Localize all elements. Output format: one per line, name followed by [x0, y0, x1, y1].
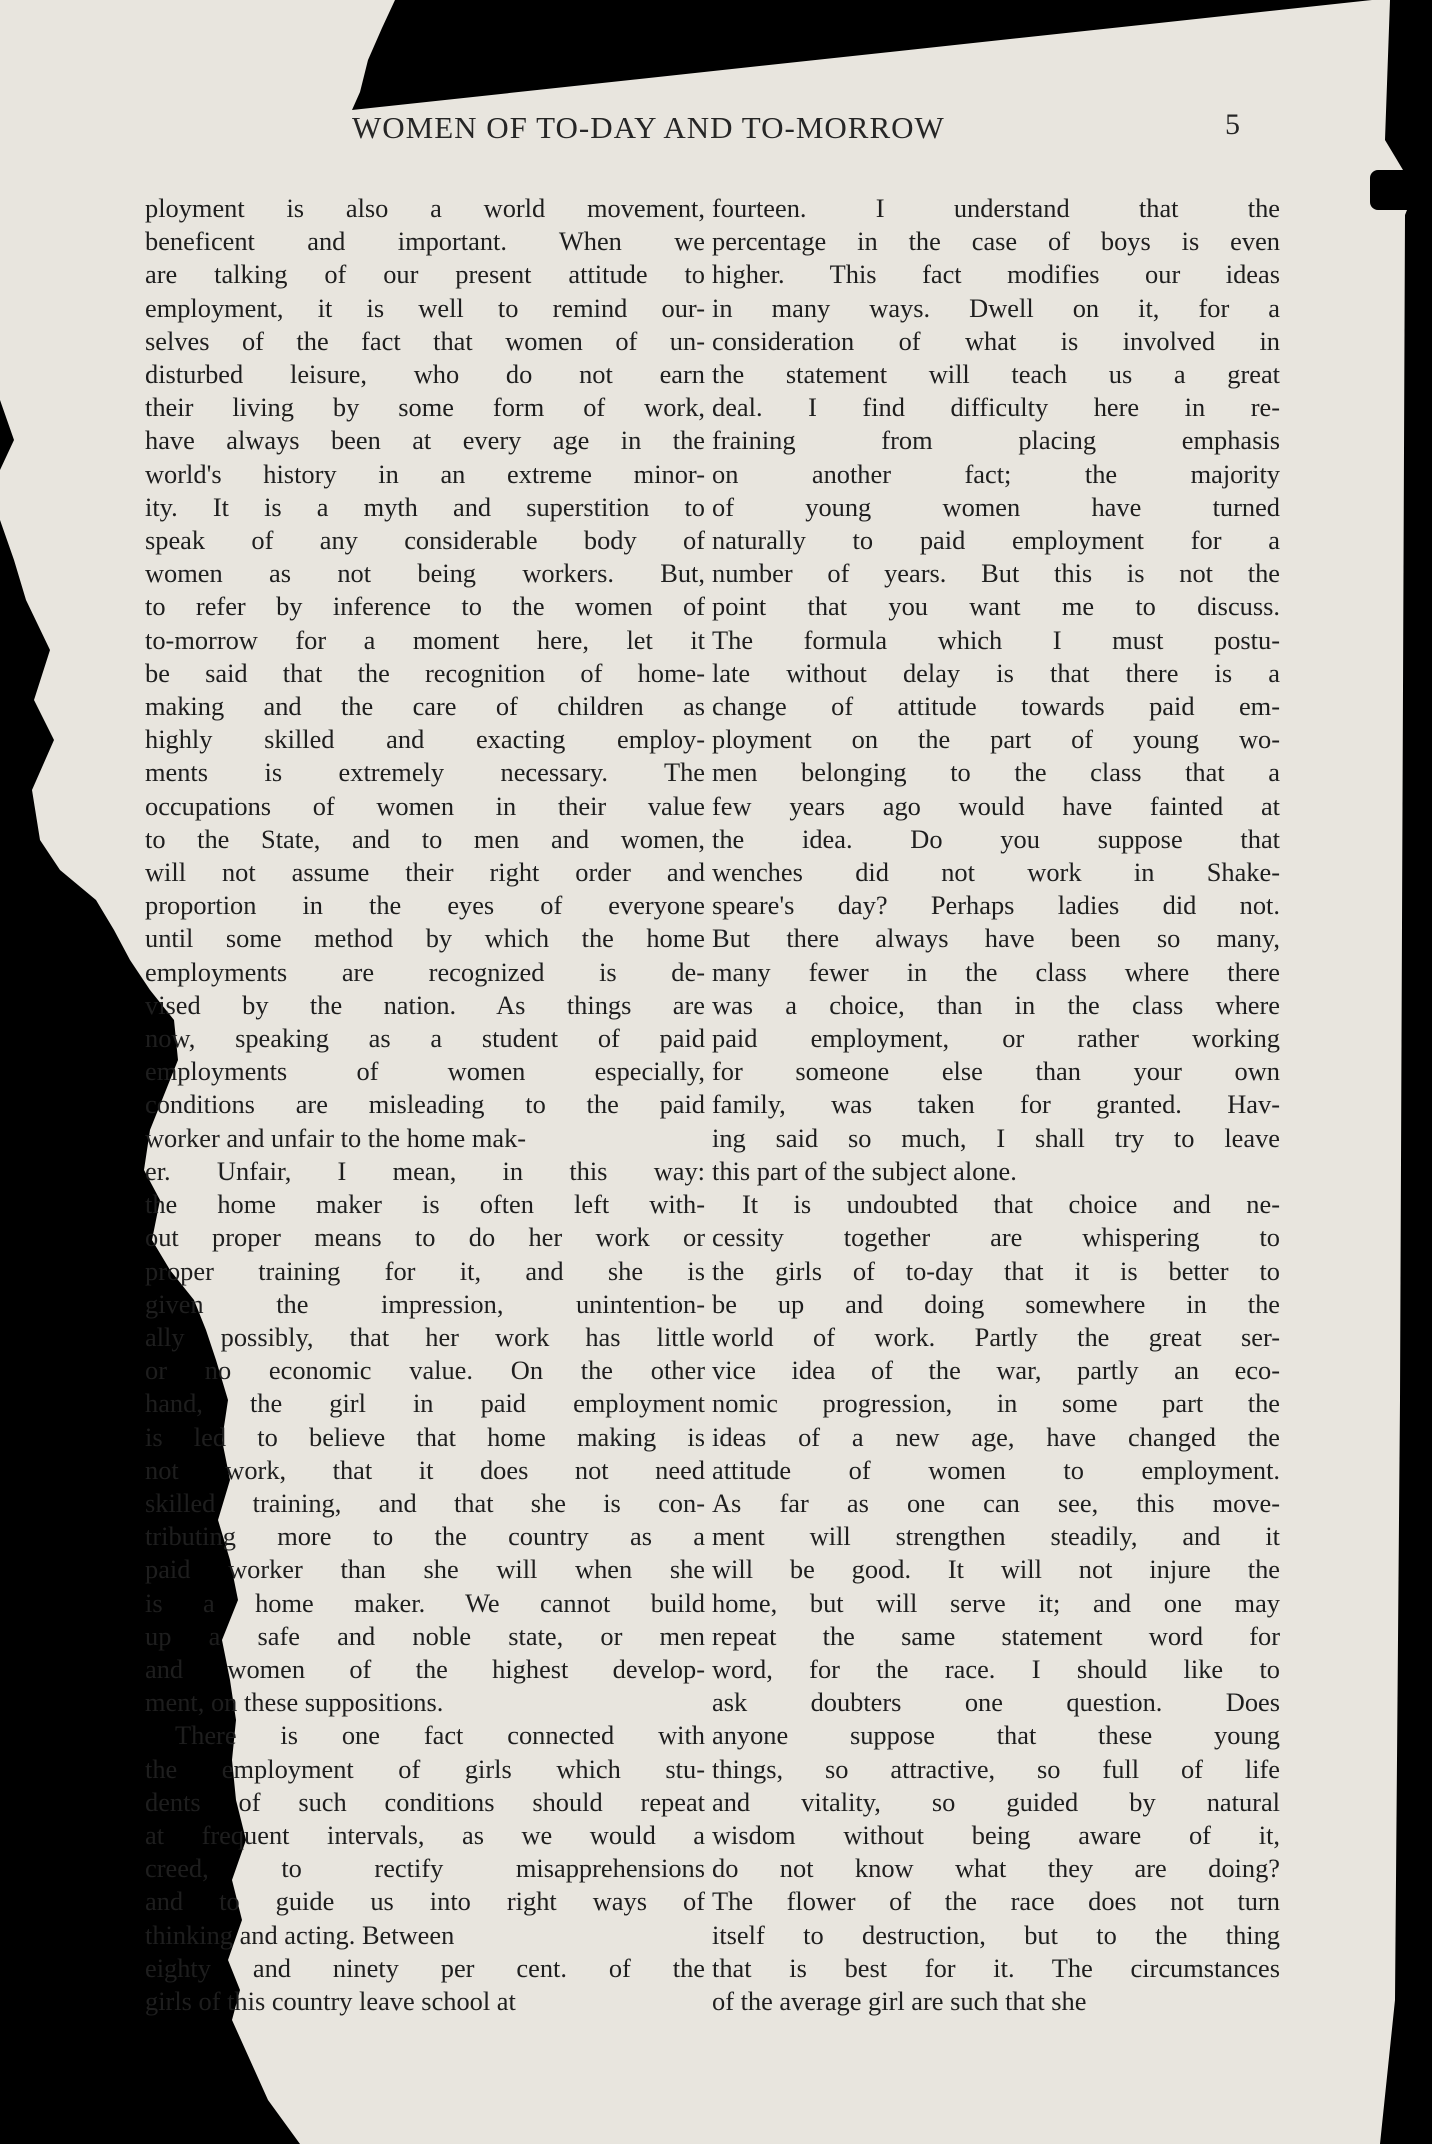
- text-line: wisdom without being aware of it,: [712, 1819, 1280, 1850]
- text-line: the home maker is often left with-: [145, 1189, 705, 1220]
- text-line: number of years. But this is not the: [712, 558, 1280, 589]
- text-column-left: [145, 192, 705, 2018]
- text-line: beneficent and important. When we: [145, 226, 705, 257]
- text-line: and to guide us into right ways of: [145, 1886, 705, 1917]
- text-line: proportion in the eyes of everyone: [145, 890, 705, 921]
- text-line: world's history in an extreme minor-: [145, 458, 705, 489]
- text-line: deal. I find difficulty here in re-: [712, 392, 1280, 423]
- text-line: naturally to paid employment for a: [712, 525, 1280, 556]
- text-line: to the State, and to men and women,: [145, 823, 705, 854]
- text-line: are talking of our present attitude to: [145, 259, 705, 290]
- text-line: ployment is also a world movement,: [145, 193, 705, 223]
- text-line: in many ways. Dwell on it, for a: [712, 292, 1280, 323]
- text-line: speare's day? Perhaps ladies did not.: [712, 890, 1280, 921]
- text-line: er. Unfair, I mean, in this way:: [145, 1155, 705, 1186]
- text-line: fraining from placing emphasis: [712, 425, 1280, 456]
- text-line: nomic progression, in some part the: [712, 1388, 1280, 1419]
- text-line: vised by the nation. As things are: [145, 989, 705, 1020]
- text-line: proper training for it, and she is: [145, 1255, 705, 1286]
- text-line: The formula which I must postu-: [712, 624, 1280, 655]
- text-line: skilled training, and that she is con-: [145, 1487, 705, 1518]
- text-line: do not know what they are doing?: [712, 1853, 1280, 1884]
- text-line: world of work. Partly the great ser-: [712, 1321, 1280, 1352]
- text-line: thinking and acting. Between: [145, 1919, 455, 1950]
- text-line: up a safe and noble state, or men: [145, 1620, 705, 1651]
- text-line: percentage in the case of boys is even: [712, 226, 1280, 257]
- text-line: the girls of to-day that it is better to: [712, 1255, 1280, 1286]
- text-line: will be good. It will not injure the: [712, 1554, 1280, 1585]
- text-line: ments is extremely necessary. The: [145, 757, 705, 788]
- text-line: is led to believe that home making is: [145, 1421, 705, 1452]
- torn-edge: [1370, 170, 1432, 210]
- text-line: until some method by which the home: [145, 923, 705, 954]
- text-line: cessity together are whispering to: [712, 1222, 1280, 1253]
- text-line: speak of any considerable body of: [145, 525, 705, 556]
- text-line: It is undoubted that choice and ne-: [742, 1189, 1280, 1220]
- text-line: now, speaking as a student of paid: [145, 1023, 705, 1054]
- text-line: ment will strengthen steadily, and it: [712, 1521, 1280, 1552]
- text-line: ployment on the part of young wo-: [712, 724, 1280, 755]
- text-line: late without delay is that there is a: [712, 657, 1280, 688]
- text-line: many fewer in the class where there: [712, 956, 1280, 987]
- text-line: eighty and ninety per cent. of the: [145, 1952, 705, 1983]
- text-line: As far as one can see, this move-: [712, 1487, 1280, 1518]
- text-line: hand, the girl in paid employment: [145, 1388, 705, 1419]
- text-line: for someone else than your own: [712, 1056, 1280, 1087]
- text-line: selves of the fact that women of un-: [145, 325, 705, 356]
- text-line: be up and doing somewhere in the: [712, 1288, 1280, 1319]
- running-head: WOMEN OF TO-DAY AND TO-MORROW: [352, 110, 945, 145]
- text-line: the statement will teach us a great: [712, 359, 1280, 390]
- text-line: consideration of what is involved in: [712, 325, 1280, 356]
- text-line: women as not being workers. But,: [145, 558, 705, 589]
- text-line: ask doubters one question. Does: [712, 1687, 1280, 1718]
- page-header: [0, 110, 1432, 160]
- text-line: be said that the recognition of home-: [145, 657, 705, 688]
- text-line: conditions are misleading to the paid: [145, 1089, 705, 1120]
- text-line: family, was taken for granted. Hav-: [712, 1089, 1280, 1120]
- text-column-right: [712, 192, 1280, 2018]
- text-line: But there always have been so many,: [712, 923, 1280, 954]
- text-line: occupations of women in their value: [145, 790, 705, 821]
- text-line: not work, that it does not need: [145, 1454, 705, 1485]
- text-line: ideas of a new age, have changed the: [712, 1421, 1280, 1452]
- text-line: things, so attractive, so full of life: [712, 1753, 1280, 1784]
- text-line: point that you want me to discuss.: [712, 591, 1280, 622]
- text-line: will not assume their right order and: [145, 857, 705, 888]
- text-line: paid worker than she will when she: [145, 1554, 705, 1585]
- text-line: is a home maker. We cannot build: [145, 1587, 705, 1618]
- text-line: this part of the subject alone.: [712, 1155, 1017, 1186]
- text-line: men belonging to the class that a: [712, 757, 1280, 788]
- text-line: to refer by inference to the women of: [145, 591, 705, 622]
- text-line: few years ago would have fainted at: [712, 790, 1280, 821]
- text-line: was a choice, than in the class where: [712, 989, 1280, 1020]
- text-line: dents of such conditions should repeat: [145, 1786, 705, 1817]
- text-line: word, for the race. I should like to: [712, 1653, 1280, 1684]
- text-line: their living by some form of work,: [145, 392, 705, 423]
- text-line: ment, on these suppositions.: [145, 1687, 444, 1718]
- text-line: anyone suppose that these young: [712, 1720, 1280, 1751]
- text-line: employments of women especially,: [145, 1056, 705, 1087]
- text-line: higher. This fact modifies our ideas: [712, 259, 1280, 290]
- text-line: fourteen. I understand that the: [712, 193, 1280, 223]
- text-line: have always been at every age in the: [145, 425, 705, 456]
- text-line: wenches did not work in Shake-: [712, 857, 1280, 888]
- text-line: given the impression, unintention-: [145, 1288, 705, 1319]
- text-line: or no economic value. On the other: [145, 1355, 705, 1386]
- text-line: tributing more to the country as a: [145, 1521, 705, 1552]
- text-line: vice idea of the war, partly an eco-: [712, 1355, 1280, 1386]
- text-line: and vitality, so guided by natural: [712, 1786, 1280, 1817]
- text-line: paid employment, or rather working: [712, 1023, 1280, 1054]
- text-line: out proper means to do her work or: [145, 1222, 705, 1253]
- text-line: the employment of girls which stu-: [145, 1753, 705, 1784]
- text-line: creed, to rectify misapprehensions: [145, 1853, 705, 1884]
- text-line: girls of this country leave school at: [145, 1985, 516, 2016]
- text-line: worker and unfair to the home mak-: [145, 1122, 527, 1153]
- text-line: of young women have turned: [712, 491, 1280, 522]
- text-line: to-morrow for a moment here, let it: [145, 624, 705, 655]
- text-line: ity. It is a myth and superstition to: [145, 491, 705, 522]
- text-line: attitude of women to employment.: [712, 1454, 1280, 1485]
- page-number: 5: [1225, 108, 1240, 141]
- text-line: disturbed leisure, who do not earn: [145, 359, 705, 390]
- text-line: employments are recognized is de-: [145, 956, 705, 987]
- text-line: making and the care of children as: [145, 691, 705, 722]
- text-line: highly skilled and exacting employ-: [145, 724, 705, 755]
- text-line: at frequent intervals, as we would a: [145, 1819, 705, 1850]
- text-line: change of attitude towards paid em-: [712, 691, 1280, 722]
- text-line: and women of the highest develop-: [145, 1653, 705, 1684]
- text-line: repeat the same statement word for: [712, 1620, 1280, 1651]
- text-line: on another fact; the majority: [712, 458, 1280, 489]
- text-line: ally possibly, that her work has little: [145, 1321, 705, 1352]
- text-line: home, but will serve it; and one may: [712, 1587, 1280, 1618]
- text-line: There is one fact connected with: [175, 1720, 705, 1751]
- text-line: of the average girl are such that she: [712, 1985, 1087, 2016]
- text-line: the idea. Do you suppose that: [712, 823, 1280, 854]
- text-line: itself to destruction, but to the thing: [712, 1919, 1280, 1950]
- text-line: The flower of the race does not turn: [712, 1886, 1280, 1917]
- text-line: ing said so much, I shall try to leave: [712, 1122, 1280, 1153]
- text-line: employment, it is well to remind our-: [145, 292, 705, 323]
- text-line: that is best for it. The circumstances: [712, 1952, 1280, 1983]
